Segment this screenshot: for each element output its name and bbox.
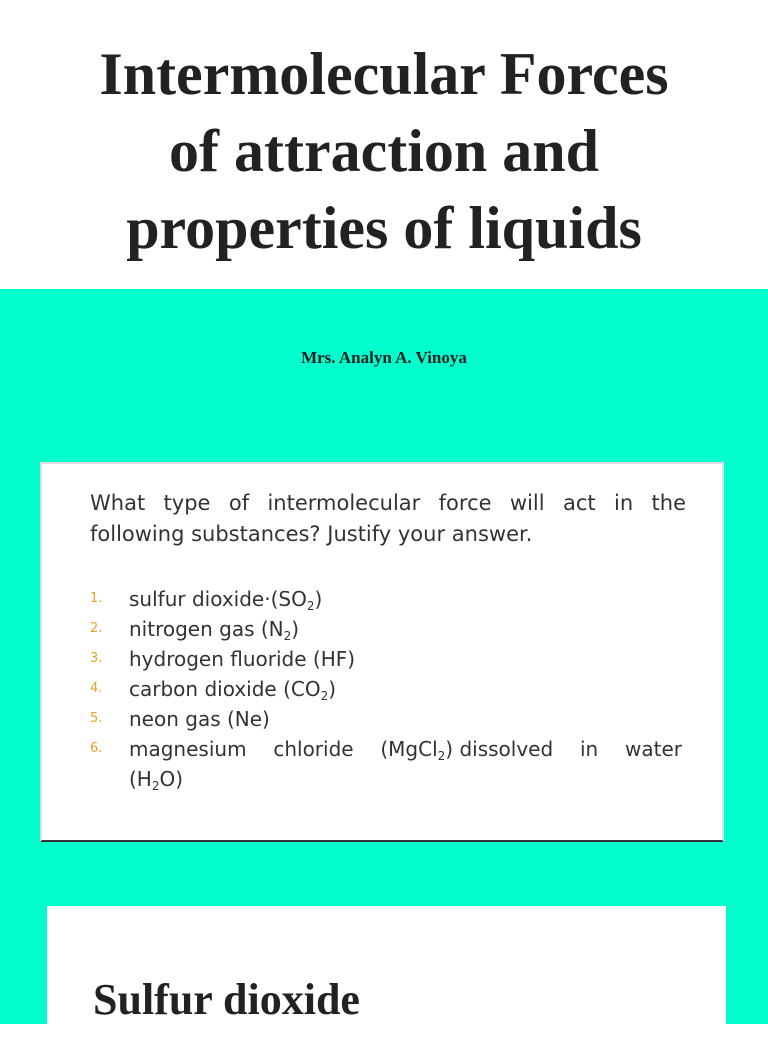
content-band (0, 289, 768, 1024)
title-line-3: properties of liquids (126, 195, 642, 261)
item-number: 5. (90, 711, 103, 726)
title-line-1: Intermolecular Forces (99, 41, 669, 107)
question-slide (40, 462, 724, 842)
list-item: 1. sulfur $dioxide\cdot(SO_2)$ (90, 584, 690, 614)
list-item: 5. neon gas (Ne) (90, 704, 690, 734)
item-number: 1. (90, 591, 103, 606)
list-item: 3. hydrogen fluoride (HF) (90, 644, 690, 674)
question-text: What type of intermolecular force will act in the following substances? Justify your answer. (90, 491, 686, 546)
item-number: 3. (90, 651, 103, 666)
list-item: 2. nitrogen gas $(N_2)$ (90, 614, 690, 644)
item-6-line-2: $(H_2O)$ (129, 767, 184, 793)
list-item (90, 734, 690, 794)
title-line-2: of attraction and (169, 118, 599, 184)
item-number: 4. (90, 681, 103, 696)
title-section (0, 0, 768, 289)
substance-list (90, 584, 690, 794)
answer-card (47, 906, 726, 1046)
author-name: Mrs. Analyn A. Vinoya (301, 348, 467, 367)
item-6-line-1: magnesium chloride (MgCl$_2$) dissolved in water (129, 737, 682, 763)
item-number: 6. (90, 741, 103, 756)
document-title (0, 36, 768, 267)
list-item: 4. carbon dioxide $(CO_2)$ (90, 674, 690, 704)
item-number: 2. (90, 621, 103, 636)
answer-heading: Sulfur dioxide (93, 975, 360, 1024)
